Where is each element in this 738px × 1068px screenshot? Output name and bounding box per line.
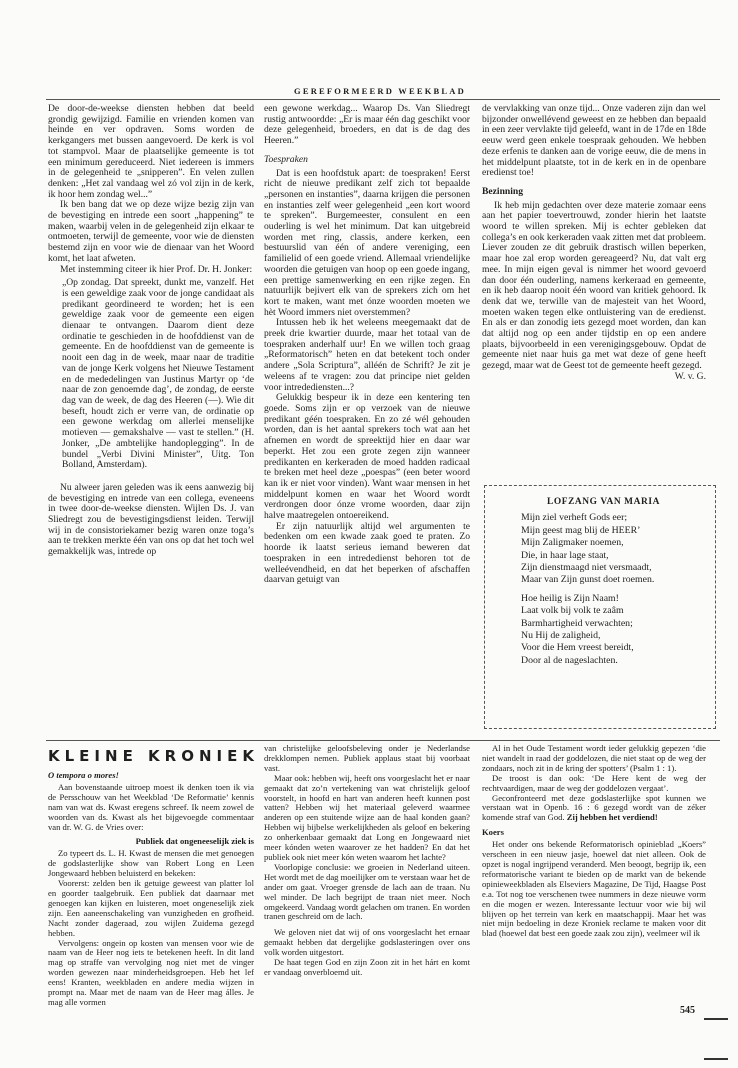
kroniek-column-2: [264, 744, 470, 990]
poem-line: Laat volk bij volk te zaâm: [521, 605, 624, 617]
poem-line: Die, in haar lage staat,: [521, 549, 609, 561]
paragraph: Ik ben bang dat we op deze wijze bezig zijn van de bevestiging en intrede een soort „happening” te maken, waarbij velen in de gelegenheid zijn elkaar te ontmoeten, terwijl de gemeente, voor wie de diensten bestemd zijn en voor wie de dienaar van het Woord komt, het laat afweten.: [48, 199, 254, 264]
paragraph: Maar ook: hebben wij, heeft ons voorgeslacht het er naar gemaakt dat zo’n vertekening van wat christelijk geloof voorstelt, in hoofd en hart van anderen heeft kunnen post vatten? Hebben wij het materiaal geleverd waarmee anderen op een stuitende wijze aan de haal konden gaan? Hebben wij bijbelse werkelijkheden als geloof en bekering zo onherkenbaar gemaakt dat Long en Jongewaard niet meer kónden weten waarover ze het hadden? En dat het publiek ook niet meer kón weten waarom het lachte?: [264, 772, 470, 862]
scan-edge-mark: [704, 1058, 728, 1060]
poem-line: Barmhartigheid verwachten;: [521, 617, 633, 629]
emphasis: Zij hebben het verdiend!: [566, 812, 658, 823]
kroniek-column-3: [482, 744, 706, 994]
section-heading-toespraken: Toespraken: [264, 153, 308, 165]
paragraph: een gewone werkdag... Waarop Ds. Van Sliedregt rustig antwoordde: „Er is maar één dag geschikt voor deze gelegenheid, broeders, en dat is de dag des Heeren.”: [264, 103, 470, 147]
poem-line: Mijn Zaligmaker noemen,: [521, 537, 624, 549]
paragraph: Er zijn natuurlijk altijd wel argumenten te bedenken om een kwade zaak goed te praten. Zo hoorde ik laatst serieus iemand beweren dat toespraken in een intrededienst behoren tot de welleévendheid, en dat het beperken of afschaffen daarvan getuigt van: [264, 520, 470, 586]
paragraph: de vervlakking van onze tijd... Onze vaderen zijn dan wel bijzonder onwellévend geweest en ze hebben dan bepaald in een zeer vervlakte tijd geleefd, want in de 17de en 18de eeuw werd geen enkele toespraak gehouden. We hebben deze erfenis te danken aan de vorige eeuw, die de mens in het middelpunt plaatste, tot in de kerk en in de openbare eredienst toe!: [482, 103, 706, 179]
article-column-2: [264, 104, 470, 736]
paragraph: De haat tegen God en zijn Zoon zit in het hárt en komt er vandaag onverbloemd uit.: [264, 957, 470, 977]
quote-heading: Publiek dat ongeneeselijk ziek is: [135, 836, 254, 847]
paragraph: De door-de-weekse diensten hebben dat beeld grondig gewijzigd. Familie en vrienden komen van heinde en ver opdraven. Soms worden de kerkgangers met bussen aangevoerd. De kerk is vol tot stampvol. Maar de plaatselijke gemeente is tot een minimum gereduceerd. Niet iedereen is immers in de gelegenheid te „snipperen”. En velen zullen denken: „Het zal vandaag wel zó vol zijn in de kerk, ik hoor hem zondag wel...”: [48, 103, 254, 200]
paragraph: Zo typeert ds. L. H. Kwast de mensen die met genoegen de godslasterlijke show van Robert Long en Leen Jongewaard hebben beluisterd en bekeken:: [48, 848, 254, 879]
block-quote: „Op zondag. Dat spreekt, dunkt me, vanzelf. Het is een geweldige zaak voor de jonge candidaat als predikant geordineerd te worden; het is een geweldige zaak voor de gemeente een eigen dienaar te ontvangen. Daarom dient deze ordinatie te geschieden in de hoofddienst van de gemeente. En de hoofddienst van de gemeente is nooit een dag in de week, maar naar de traditie van de jonge Kerk volgens het Nieuwe Testament en de mededelingen van Justinus Martyr op ‘de naar de zon genoemde dag’, de zondag, de eerste dag van de week, de dag des Heeren (—). Wie dit beseft, houdt zich er verre van, de ordinatie op een gewone werkdag om allerlei menselijke motieven — gemakshalve — vast te stellen.” (H. Jonker, „De ambtelijke handoplegging”. In de bundel „Verbi Divini Minister”, Uitg. Ton Bolland, Amsterdam).: [62, 277, 254, 471]
kroniek-column-1: [48, 768, 254, 1007]
article-column-1: [48, 104, 254, 736]
page-number: 545: [680, 1005, 695, 1016]
poem-line: Nu Hij de zaligheid,: [521, 630, 601, 642]
section-rule: [46, 740, 720, 741]
poem-line: Mijn geest mag blij de HEER’: [521, 524, 641, 536]
paragraph: De troost is dan ook: ‘De Here kent de weg der rechtvaardigen, maar de weg der goddelozen vergaat’.: [482, 772, 706, 793]
poem-line: Door al de nageslachten.: [521, 654, 618, 666]
poem-line: Maar van Zijn gunst doet roemen.: [521, 574, 655, 586]
paragraph: Intussen heb ik het weleens meegemaakt dat de preek drie kwartier duurde, maar het totaal van de toespraken anderhalf uur! En we willen toch graag „Reformatorisch” heten en dat betekent toch onder andere „Sola Scriptura”, alléén de Schrift? Je zit je weleens af te vragen: zou dat principe niet gelden voor intredediensten...?: [264, 317, 470, 393]
poem-box: [484, 485, 716, 729]
kroniek-subtitle: O tempora o mores!: [48, 770, 119, 780]
poem-line: Voor die Hem vreest bereidt,: [521, 642, 634, 654]
paragraph: Al in het Oude Testament wordt ieder gelukkig gepezen ‘die niet wandelt in raad der goddelozen, die niet staat op de weg der zondaars, noch zit in de kring der spotters’ (Psalm 1 : 1).: [482, 743, 706, 773]
paragraph: Het onder ons bekende Reformatorisch opinieblad „Koers” verscheen in een nieuw jasje, hoewel dat niet alleen. Ook de opzet is nogal ingrijpend veranderd. Men beoogt, begrijp ik, een reformatorische variant te bieden op de markt van de bekende opinieweekbladen als Elseviers Magazine, De Tijd, Haagse Post e.a. Tot nog toe verschenen twee nummers in deze nieuwe vorm en die mogen er wezen. Interessante lectuur voor wie bij wil blijven op het terrein van kerk en maatschappij. Maar het was niet mijn bedoeling in deze Kroniek reclame te maken voor dit blad (hoewel dat best een goede zaak zou zijn), veelmeer wil ik: [482, 839, 706, 939]
paragraph-text: Geconfronteerd met deze godslasterlijke spot kunnen we verstaan wat in Openb. 16 : 6 gezegd wordt van de zéker komende straf van God.: [482, 792, 706, 823]
article-column-3: [482, 104, 706, 476]
paragraph: Vervolgens: ongein op kosten van mensen voor wie de naam van de Heer nog iets te betekenen heeft. In dit land mag op straffe van vervolging nog niet met de vinger worden gewezen naar minderheidsgroepen. Heb het lef eens! Kranten, weekbladen en andere media wijzen in prompt na. Maar met de naam van de Heer mag álles. Je mag alle vormen: [48, 937, 254, 1007]
paragraph: Nu alweer jaren geleden was ik eens aanwezig bij de bevestiging en intrede van een collega, eveneens in twee door-de-weekse diensten. Wijlen Ds. J. van Sliedregt zou de bevestigingsdienst leiden. Terwijl wij in de consistoriekamer bezig waren onze toga’s aan te trekken merkte één van ons op dat het toch wel gemakkelijk was, intrede op: [48, 481, 254, 558]
paragraph: Ik heb mijn gedachten over deze materie zomaar eens aan het papier toevertrouwd, zonder hierin het laatste woord te willen spreken. Mij is echter gebleken dat collega’s en ook kerkeraden vaak zitten met dat probleem. Liever zouden ze dit gebruik drastisch willen beperken, maar hoe zal erop worden gereageerd? Nu, dat valt erg mee. In mijn eigen geval is nimmer het woord gevoerd dan door één ouderling, namens kerkeraad en gemeente, en ik heb daarop nooit één woord van kritiek gehoord. Ik denk dat we, terwille van de majesteit van het Woord, moeten waken tegen elke ontluistering van de eredienst. En als er dan zonodig iets gezegd moet worden, dan kan dat altijd nog op een ander tijdstip en op een andere plaats, bijvoorbeeld in een verenigingsgebouw. Opdat de gemeente niet naar huis ga met wat deze of gene heeft gezegd, maar wat de Geest tot de gemeente heeft gezegd.: [482, 199, 706, 372]
section-heading-koers: Koers: [482, 827, 504, 838]
scan-edge-mark: [704, 1018, 728, 1020]
paragraph: Voorlopige conclusie: we groeien in Nederland uiteen. Het wordt met de dag moeilijker om te verstaan waar het de ander om gaat. Vroeger grensde de lach aan de traan. Nu wel minder. De lach begrijpt de traan niet meer. Noch omgekeerd. Vandaag wordt gelachen om tranen. En worden tranen geschreid om de lach.: [264, 861, 470, 922]
running-head: GEREFORMEERD WEEKBLAD: [294, 86, 466, 96]
paragraph: van christelijke geloofsbeleving onder je Nederlandse drekklompen nemen. Publiek applaus staat bij voorbaat vast.: [264, 743, 470, 773]
poem-line: Zijn dienstmaagd niet versmaadt,: [521, 562, 652, 574]
paragraph: Met instemming citeer ik hier Prof. Dr. H. Jonker:: [60, 263, 253, 275]
kroniek-title: KLEINE KRONIEK: [48, 747, 259, 765]
paragraph: Dat is een hoofdstuk apart: de toespraken! Eerst richt de nieuwe predikant zelf zich tot bepaalde „personen en instanties”, daarna krijgen die personen en instanties zelf weer gelegenheid „een kort woord te spreken”. Burgemeester, consulent en een ouderling is wel het minimum. Dat kan uitgebreid worden met ring, classis, andere kerken, een bestuurslid van één of andere vereniging, een familielid of een goede vriend. Allemaal vriendelijke woorden die getuigen van hoop op een goede ingang, een prettige samenwerking en een rijke zegen. En natuurlijk bejivert elk van de sprekers zich om het kort te maken, want met ónze woorden moeten we hèt Woord immers niet overstemmen?: [264, 167, 470, 318]
poem-title: LOFZANG VAN MARIA: [547, 497, 660, 507]
paragraph: [482, 794, 706, 824]
header-rule: [46, 99, 720, 100]
author-signature: W. v. G.: [674, 370, 706, 382]
poem-line: Hoe heilig is Zijn Naam!: [521, 592, 619, 604]
section-heading-bezinning: Bezinning: [482, 185, 524, 197]
paragraph: Voorerst: zelden ben ik getuige geweest van platter lol en goorder taalgebruik. Een publiek dat daarnaar met genoegen kan kijken en luisteren, moet ongeneselijk ziek zijn. Een aaneenschakeling van vunzigheden en grofheid. Nacht zonder dageraad, zou wijlen Zuidema gezegd hebben.: [48, 878, 254, 938]
paragraph: Aan bovenstaande uitroep moest ik denken toen ik via de Persschouw van het Weekblad ‘De Reformatie’ kennis nam van wat ds. Kwast eregens schreef. Ik neem zowel de woorden van ds. Kwast als het bijgevoegde commentaar van dr. W. G. de Vries over:: [48, 781, 254, 832]
poem-line: Mijn ziel verheft Gods eer;: [521, 512, 628, 524]
paragraph: We geloven niet dat wij of ons voorgeslacht het ernaar gemaakt hebben dat dergelijke godslasteringen over ons volk worden uitgestort.: [264, 927, 470, 958]
paragraph: Gelukkig bespeur ik in deze een kentering ten goede. Soms zijn er op verzoek van de nieuwe predikant géén toespraken. En zo zé wél gehouden worden, dan is het aantal sprekers toch wat aan het afnemen en wordt de spreektijd hier en daar war beperkt. Het zou een grote zegen zijn wanneer predikanten en kerkeraden de moed hadden radicaal te breken met heel deze „poespas” (een beter woord kan ik er niet voor vinden). Want waar mensen in het middelpunt komen en waar het Woord wordt verdrongen door ónze vrome woorden, daar zijn halve maatregelen ontoereikend.: [264, 392, 470, 522]
